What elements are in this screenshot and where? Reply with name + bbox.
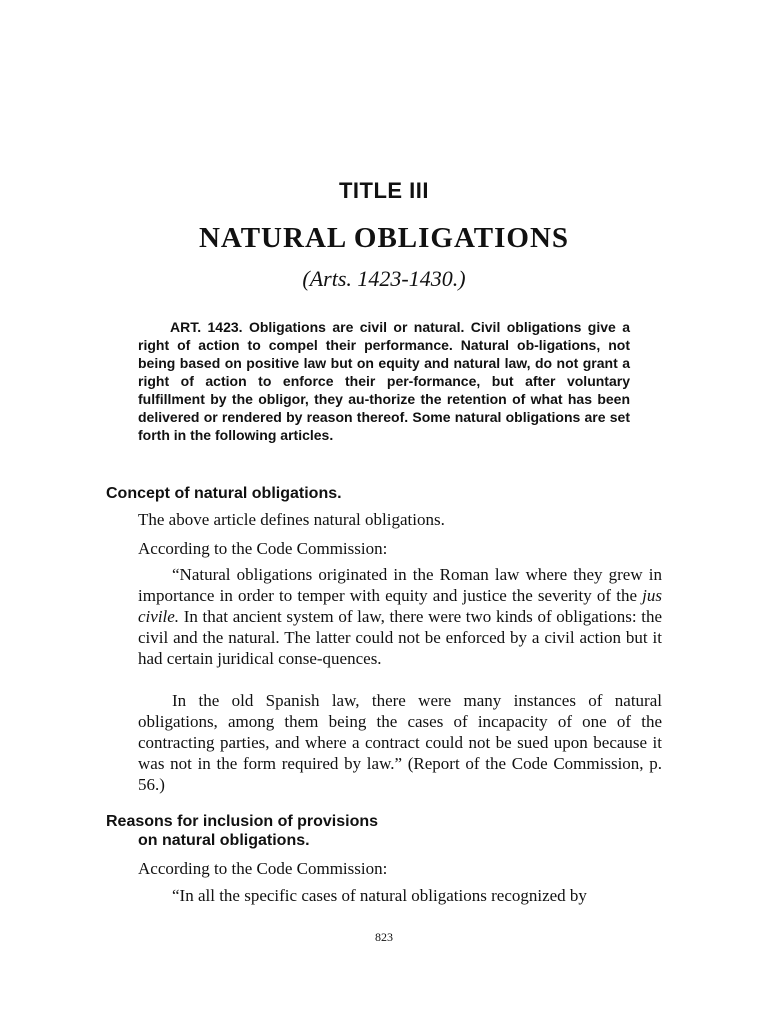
article-1423-text: ART. 1423. Obligations are civil or natural. Civil obligations give a right of action to compel their performance. Natural ob-ligations, not being based on positive law but on equity and natural law, do not grant a right of action to enforce their per-formance, but after voluntary fulfillment by the obligor, they au-thorize the retention of what has been delivered or rendered by reason thereof. Some natural obligations are set forth in the following articles. (138, 319, 630, 443)
paragraph-code-commission-intro-2: According to the Code Commission: (138, 859, 388, 878)
quote-roman-law-part1: “Natural obligations originated in the Roman law where they grew in importance in order to temper with equity and justice the severity of the (138, 565, 662, 605)
quote-roman-law-italic: jus civile. (138, 586, 662, 626)
section-heading-concept: Concept of natural obligations. (106, 485, 342, 502)
quote-specific-cases: “In all the specific cases of natural obligations recognized by (172, 886, 587, 905)
quote-roman-law (138, 564, 662, 669)
paragraph-code-commission-intro: According to the Code Commission: (138, 539, 388, 558)
quote-spanish-law: In the old Spanish law, there were many instances of natural obligations, among them being the cases of incapacity of one of the contracting parties, and where a contract could not be sued upon because it was not in the form required by law.” (Report of the Code Commission, p. 56.) (138, 691, 662, 794)
section-heading-reasons-line1: Reasons for inclusion of provisions (106, 813, 379, 830)
title-article-range: (Arts. 1423-1430.) (302, 266, 466, 291)
title-label: TITLE III (338, 178, 430, 203)
page-number: 823 (375, 930, 393, 944)
paragraph-article-definition: The above article defines natural obligations. (138, 510, 445, 529)
title-heading: NATURAL OBLIGATIONS (198, 222, 570, 254)
quote-roman-law-part2: In that ancient system of law, there were two kinds of obligations: the civil and the natural. The latter could not be enforced by a civil action but it had certain juridical conse-quences. (138, 607, 662, 668)
section-heading-reasons (106, 812, 378, 850)
section-heading-reasons-line2: on natural obligations. (138, 832, 310, 849)
